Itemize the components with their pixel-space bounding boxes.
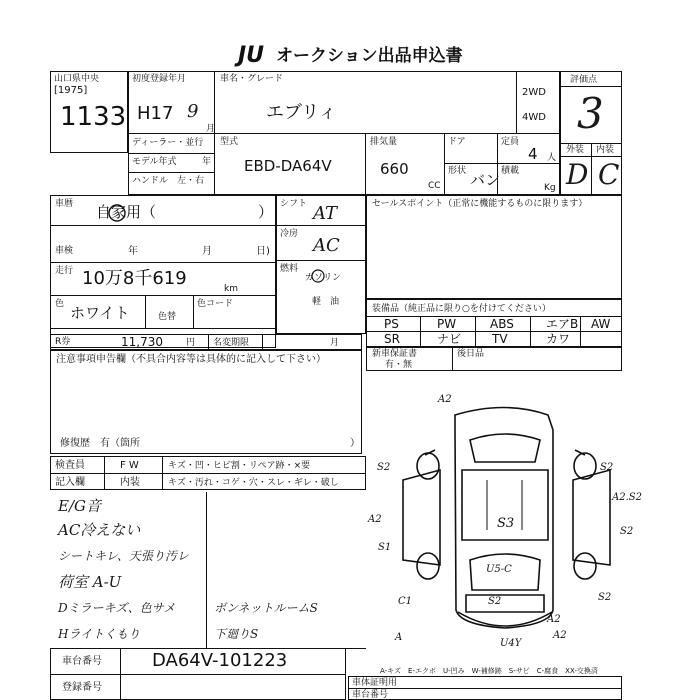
shift-label: シフト	[280, 199, 308, 209]
fuel-diesel: 軽 油	[312, 297, 340, 307]
entry-interior-items: キズ・汚れ・コゲ・穴・スレ・ギレ・破し	[168, 478, 339, 488]
equip-abs: ABS	[490, 317, 514, 331]
grade-label: 評価点	[570, 75, 598, 85]
aircon-label: 冷房	[280, 229, 299, 239]
reg-date-label: 初度登録年月	[132, 74, 187, 84]
drive-4wd: 4WD	[522, 112, 546, 123]
repair-close: ）	[350, 438, 360, 449]
mileage-label: 走行	[55, 266, 74, 276]
inspection-day: 日)	[256, 246, 270, 257]
sales-point-label: セールスポイント（正常に機能するものに限ります）	[372, 199, 588, 209]
diagram-mark-2: S2	[377, 462, 391, 473]
diagram-mark-5: A2	[368, 514, 382, 525]
equip-aw: AW	[591, 317, 611, 331]
model-year-unit: 年	[202, 157, 212, 167]
diagram-mark-13: A2	[547, 614, 561, 625]
diagram-mark-14: A2	[553, 630, 567, 641]
mileage-unit: km	[224, 284, 238, 294]
diagram-mark-6: S2	[620, 526, 634, 537]
recycle-value: 11,730	[121, 335, 163, 349]
lot-code: [1975]	[54, 85, 88, 96]
transfer-label: 名変期限	[213, 338, 250, 348]
inspector-fw: F W	[120, 460, 139, 471]
displacement-label: 排気量	[370, 137, 398, 147]
remark-4: 荷室 A-U	[58, 573, 122, 591]
footer-label: 車体証明用	[352, 678, 398, 688]
capacity: 4	[528, 145, 538, 163]
equip-navi: ナビ	[437, 332, 462, 346]
diagram-mark-11: S2	[488, 596, 502, 607]
remark-2: AC冷えない	[58, 521, 141, 539]
inspection-month: 月	[202, 246, 212, 257]
diagram-mark-16: A	[395, 632, 403, 643]
shift-value: AT	[313, 203, 338, 224]
remark-5: Dミラーキズ、色サメ	[58, 601, 176, 615]
car-name-label: 車名・グレード	[220, 74, 284, 84]
remark-right-1: ボンネットルームS	[214, 601, 318, 615]
fuel-gas: ガソリン	[305, 273, 342, 283]
reg-month-unit: 月	[206, 124, 216, 134]
reg-era: H17	[137, 103, 174, 124]
entry-interior: 内装	[120, 477, 140, 488]
load-label: 積載	[501, 166, 520, 176]
fuel-label: 燃料	[280, 264, 299, 274]
shape: バン	[470, 171, 501, 189]
load-unit: Kg	[544, 183, 556, 193]
history-value: 自家用（	[96, 203, 157, 221]
diagram-mark-3: S2	[600, 462, 614, 473]
diagram-mark-10: C1	[398, 596, 413, 607]
history-close: ）	[258, 203, 274, 221]
notes-label: 注意事項申告欄（不具合内容等は具体的に記入して下さい）	[56, 354, 326, 365]
interior-grade: C	[598, 158, 620, 191]
diagram-mark-7: S1	[378, 542, 392, 553]
remark-3: シートキレ、天張り汚レ	[58, 549, 189, 563]
model-year-label: モデル年式	[132, 157, 177, 167]
footer-label-2: 車台番号	[352, 690, 389, 700]
recycle-label: R券	[55, 337, 71, 347]
drive-2wd: 2WD	[522, 87, 546, 98]
equipment-label: 装備品（純正品に限り○を付けてください）	[372, 304, 551, 314]
diagram-mark-4: A2.S2	[612, 492, 642, 503]
type-label: 型式	[220, 137, 239, 147]
car-type: EBD-DA64V	[244, 157, 332, 175]
repair-history: 修復歴 有（箇所	[60, 438, 140, 449]
equip-tv: TV	[492, 332, 508, 346]
inspection-label: 車検	[55, 246, 74, 256]
diagram-mark-15: U4Y	[500, 638, 522, 649]
lot-number: 1133	[60, 102, 127, 132]
equip-airbag: エアB	[546, 317, 579, 331]
interior-label: 内装	[596, 145, 615, 155]
diagram-mark-8: S3	[497, 516, 515, 531]
displacement: 660	[380, 160, 409, 178]
ju-logo: JU	[238, 43, 265, 68]
handle-label: ハンドル 左・右	[132, 176, 205, 186]
dealer-label: ディーラー・並行	[132, 138, 204, 148]
aircon-value: AC	[313, 235, 340, 256]
equip-sr: SR	[384, 332, 400, 346]
equip-leather: カワ	[546, 332, 571, 346]
color-code-label: 色コード	[197, 299, 234, 309]
entry-label: 記入欄	[55, 477, 85, 488]
diagram-mark-12: S2	[598, 592, 612, 603]
car-name: エブリィ	[266, 102, 337, 123]
inspector-fw-items: キズ・凹・ヒビ割・リペア跡・×要	[168, 461, 311, 471]
org-name: 山口県中央	[54, 74, 100, 84]
reg-month: 9	[187, 101, 199, 122]
inspector-label: 検査員	[55, 460, 85, 471]
chassis-label: 車台番号	[62, 656, 102, 667]
capacity-label: 定員	[501, 137, 520, 147]
warranty-choice: 有・無	[385, 360, 413, 370]
diagram-legend: A-キズ E-エクボ U-凹み W-補修跡 S-サビ C-腐食 XX-交換済	[380, 667, 598, 675]
repaint-label: 色替	[158, 312, 177, 322]
capacity-unit: 人	[547, 153, 557, 163]
equip-pw: PW	[437, 317, 457, 331]
recycle-unit: 円	[186, 338, 196, 348]
exterior-label: 外装	[566, 145, 585, 155]
diagram-mark-9: U5-C	[486, 564, 512, 575]
chassis-number: DA64V-101223	[152, 650, 288, 671]
transfer-mark: 月	[330, 338, 340, 348]
displacement-unit: CC	[428, 181, 441, 191]
page-title: オークション出品申込書	[276, 46, 463, 66]
remark-1: E/G音	[58, 497, 101, 515]
remark-6: Hライトくもり	[58, 627, 141, 641]
exterior-grade: D	[566, 158, 589, 191]
mileage-value: 10万8千619	[82, 268, 187, 289]
color-value: ホワイト	[70, 304, 130, 322]
color-label: 色	[55, 299, 65, 309]
equip-ps: PS	[384, 317, 399, 331]
registration-number-label: 登録番号	[62, 682, 102, 693]
remark-right-2: 下廻りS	[214, 627, 259, 641]
grade-score: 3	[577, 89, 604, 138]
warranty-label: 新車保証書	[372, 349, 418, 359]
shape-label: 形状	[448, 166, 467, 176]
door-label: ドア	[448, 137, 466, 147]
history-label: 車暦	[55, 199, 74, 209]
diagram-mark-1: A2	[438, 394, 452, 405]
warranty-record: 後日品	[457, 349, 485, 359]
inspection-year: 年	[128, 246, 138, 257]
